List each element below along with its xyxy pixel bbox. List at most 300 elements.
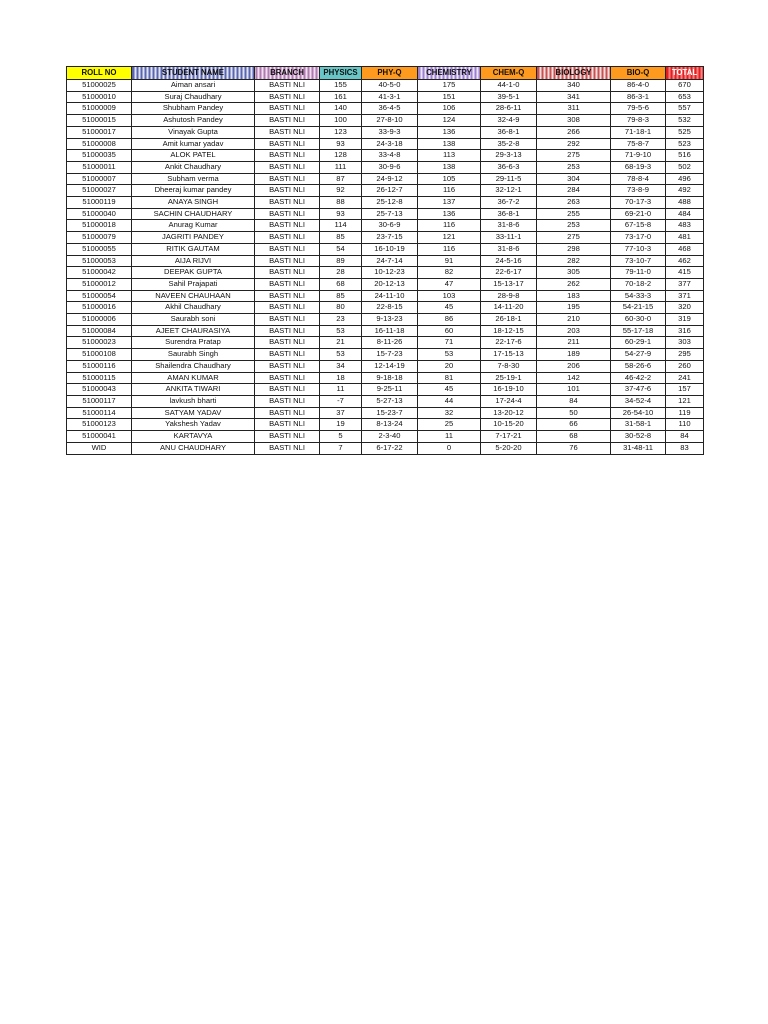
student-name-cell: ANKITA TIWARI	[132, 384, 255, 396]
student-name-cell: DEEPAK GUPTA	[132, 267, 255, 279]
roll-no-cell: 51000027	[67, 185, 132, 197]
chemistry-cell: 175	[418, 80, 481, 92]
chemistry-cell: 116	[418, 185, 481, 197]
branch-cell: BASTI NLI	[255, 185, 320, 197]
total-cell: 502	[666, 161, 704, 173]
roll-no-cell: 51000116	[67, 360, 132, 372]
total-cell: 303	[666, 337, 704, 349]
student-name-cell: Saurabh Singh	[132, 349, 255, 361]
chem-q-cell: 28-6-11	[481, 103, 537, 115]
branch-cell: BASTI NLI	[255, 431, 320, 443]
table-row	[67, 372, 704, 384]
biology-cell: 211	[537, 337, 611, 349]
table-row	[67, 302, 704, 314]
chem-q-cell: 31-8-6	[481, 243, 537, 255]
roll-no-cell: 51000018	[67, 220, 132, 232]
phy-q-cell: 2-3-40	[362, 431, 418, 443]
total-cell: 371	[666, 290, 704, 302]
phy-q-cell: 9-18-18	[362, 372, 418, 384]
chem-q-cell: 28-9-8	[481, 290, 537, 302]
bio-q-cell: 77-10-3	[611, 243, 666, 255]
total-cell: 483	[666, 220, 704, 232]
chemistry-cell: 136	[418, 126, 481, 138]
bio-q-cell: 73-17-0	[611, 232, 666, 244]
roll-no-cell: 51000008	[67, 138, 132, 150]
chem-q-cell: 26-18-1	[481, 314, 537, 326]
phy-q-cell: 40-5-0	[362, 80, 418, 92]
table-row	[67, 208, 704, 220]
chemistry-cell: 138	[418, 161, 481, 173]
phy-q-cell: 9-25-11	[362, 384, 418, 396]
total-cell: 83	[666, 442, 704, 454]
table-row	[67, 267, 704, 279]
results-table	[66, 66, 704, 455]
branch-cell: BASTI NLI	[255, 372, 320, 384]
student-name-cell: JAGRITI PANDEY	[132, 232, 255, 244]
student-name-cell: lavkush bharti	[132, 395, 255, 407]
chemistry-cell: 82	[418, 267, 481, 279]
roll-no-cell: 51000041	[67, 431, 132, 443]
chemistry-cell: 45	[418, 302, 481, 314]
biology-cell: 253	[537, 161, 611, 173]
total-cell: 523	[666, 138, 704, 150]
chem-q-cell: 22-6-17	[481, 267, 537, 279]
total-cell: 295	[666, 349, 704, 361]
table-row	[67, 91, 704, 103]
biology-cell: 255	[537, 208, 611, 220]
chem-q-cell: 24-5-16	[481, 255, 537, 267]
bio-q-cell: 71-18-1	[611, 126, 666, 138]
chemistry-cell: 32	[418, 407, 481, 419]
physics-cell: 161	[320, 91, 362, 103]
table-row	[67, 220, 704, 232]
physics-cell: 28	[320, 267, 362, 279]
table-row	[67, 150, 704, 162]
table-row	[67, 243, 704, 255]
branch-cell: BASTI NLI	[255, 161, 320, 173]
chemistry-cell: 86	[418, 314, 481, 326]
branch-cell: BASTI NLI	[255, 302, 320, 314]
biology-cell: 308	[537, 115, 611, 127]
chemistry-cell: 60	[418, 325, 481, 337]
chemistry-cell: 106	[418, 103, 481, 115]
phy-q-cell: 30-6-9	[362, 220, 418, 232]
total-cell: 110	[666, 419, 704, 431]
chemistry-cell: 20	[418, 360, 481, 372]
student-name-cell: AIJA RIJVI	[132, 255, 255, 267]
total-cell: 377	[666, 278, 704, 290]
bio-q-cell: 78-8-4	[611, 173, 666, 185]
branch-cell: BASTI NLI	[255, 407, 320, 419]
roll-no-cell: 51000035	[67, 150, 132, 162]
physics-cell: 100	[320, 115, 362, 127]
student-name-cell: Anurag Kumar	[132, 220, 255, 232]
biology-cell: 311	[537, 103, 611, 115]
total-cell: 484	[666, 208, 704, 220]
roll-no-cell: 51000108	[67, 349, 132, 361]
chemistry-cell: 91	[418, 255, 481, 267]
bio-q-cell: 70-18-2	[611, 278, 666, 290]
chem-q-cell: 22-17-6	[481, 337, 537, 349]
bio-q-cell: 79-5-6	[611, 103, 666, 115]
roll-no-cell: 51000007	[67, 173, 132, 185]
branch-cell: BASTI NLI	[255, 150, 320, 162]
bio-q-cell: 73-10-7	[611, 255, 666, 267]
bio-q-cell: 71-9-10	[611, 150, 666, 162]
phy-q-cell: 36-4-5	[362, 103, 418, 115]
biology-cell: 206	[537, 360, 611, 372]
table-row	[67, 395, 704, 407]
header-biology: BIOLOGY	[537, 67, 611, 80]
phy-q-cell: 24-7-14	[362, 255, 418, 267]
header-physics: PHYSICS	[320, 67, 362, 80]
student-name-cell: KARTAVYA	[132, 431, 255, 443]
student-name-cell: Dheeraj kumar pandey	[132, 185, 255, 197]
branch-cell: BASTI NLI	[255, 255, 320, 267]
phy-q-cell: 15-7-23	[362, 349, 418, 361]
table-row	[67, 442, 704, 454]
phy-q-cell: 24-11-10	[362, 290, 418, 302]
physics-cell: 53	[320, 349, 362, 361]
phy-q-cell: 8-13-24	[362, 419, 418, 431]
table-row	[67, 349, 704, 361]
branch-cell: BASTI NLI	[255, 384, 320, 396]
result-sheet	[66, 66, 704, 455]
physics-cell: 111	[320, 161, 362, 173]
total-cell: 119	[666, 407, 704, 419]
chem-q-cell: 36-8-1	[481, 126, 537, 138]
bio-q-cell: 26-54-10	[611, 407, 666, 419]
biology-cell: 189	[537, 349, 611, 361]
bio-q-cell: 55-17-18	[611, 325, 666, 337]
physics-cell: -7	[320, 395, 362, 407]
bio-q-cell: 54-21-15	[611, 302, 666, 314]
chem-q-cell: 36-6-3	[481, 161, 537, 173]
roll-no-cell: 51000114	[67, 407, 132, 419]
table-row	[67, 161, 704, 173]
table-row	[67, 419, 704, 431]
total-cell: 468	[666, 243, 704, 255]
roll-no-cell: 51000043	[67, 384, 132, 396]
branch-cell: BASTI NLI	[255, 360, 320, 372]
table-row	[67, 314, 704, 326]
physics-cell: 19	[320, 419, 362, 431]
phy-q-cell: 20-12-13	[362, 278, 418, 290]
chem-q-cell: 29-11-5	[481, 173, 537, 185]
table-row	[67, 431, 704, 443]
branch-cell: BASTI NLI	[255, 337, 320, 349]
chemistry-cell: 116	[418, 243, 481, 255]
roll-no-cell: 51000010	[67, 91, 132, 103]
total-cell: 260	[666, 360, 704, 372]
bio-q-cell: 31-48-11	[611, 442, 666, 454]
student-name-cell: Suraj Chaudhary	[132, 91, 255, 103]
branch-cell: BASTI NLI	[255, 138, 320, 150]
chem-q-cell: 36-7-2	[481, 197, 537, 209]
header-chem-q: CHEM-Q	[481, 67, 537, 80]
student-name-cell: Sahil Prajapati	[132, 278, 255, 290]
table-row	[67, 103, 704, 115]
table-row	[67, 255, 704, 267]
total-cell: 415	[666, 267, 704, 279]
biology-cell: 341	[537, 91, 611, 103]
biology-cell: 68	[537, 431, 611, 443]
physics-cell: 37	[320, 407, 362, 419]
student-name-cell: AMAN KUMAR	[132, 372, 255, 384]
roll-no-cell: 51000011	[67, 161, 132, 173]
bio-q-cell: 79-11-0	[611, 267, 666, 279]
biology-cell: 50	[537, 407, 611, 419]
branch-cell: BASTI NLI	[255, 290, 320, 302]
bio-q-cell: 46-42-2	[611, 372, 666, 384]
table-row	[67, 325, 704, 337]
chemistry-cell: 137	[418, 197, 481, 209]
roll-no-cell: 51000009	[67, 103, 132, 115]
table-row	[67, 407, 704, 419]
phy-q-cell: 9-13-23	[362, 314, 418, 326]
roll-no-cell: 51000025	[67, 80, 132, 92]
roll-no-cell: 51000115	[67, 372, 132, 384]
total-cell: 462	[666, 255, 704, 267]
chem-q-cell: 29-3-13	[481, 150, 537, 162]
bio-q-cell: 34-52-4	[611, 395, 666, 407]
phy-q-cell: 23-7-15	[362, 232, 418, 244]
header-chemistry: CHEMISTRY	[418, 67, 481, 80]
chem-q-cell: 36-8-1	[481, 208, 537, 220]
header-student-name: STUDENT NAME	[132, 67, 255, 80]
phy-q-cell: 27-8-10	[362, 115, 418, 127]
physics-cell: 68	[320, 278, 362, 290]
roll-no-cell: WID	[67, 442, 132, 454]
student-name-cell: SATYAM YADAV	[132, 407, 255, 419]
chemistry-cell: 0	[418, 442, 481, 454]
physics-cell: 54	[320, 243, 362, 255]
table-row	[67, 80, 704, 92]
student-name-cell: Akhil Chaudhary	[132, 302, 255, 314]
branch-cell: BASTI NLI	[255, 208, 320, 220]
phy-q-cell: 16-11-18	[362, 325, 418, 337]
physics-cell: 123	[320, 126, 362, 138]
total-cell: 496	[666, 173, 704, 185]
chem-q-cell: 7-17-21	[481, 431, 537, 443]
branch-cell: BASTI NLI	[255, 80, 320, 92]
roll-no-cell: 51000016	[67, 302, 132, 314]
bio-q-cell: 75-8-7	[611, 138, 666, 150]
total-cell: 481	[666, 232, 704, 244]
table-row	[67, 360, 704, 372]
roll-no-cell: 51000023	[67, 337, 132, 349]
chemistry-cell: 105	[418, 173, 481, 185]
roll-no-cell: 51000079	[67, 232, 132, 244]
chem-q-cell: 35-2-8	[481, 138, 537, 150]
total-cell: 319	[666, 314, 704, 326]
total-cell: 670	[666, 80, 704, 92]
phy-q-cell: 5-27-13	[362, 395, 418, 407]
biology-cell: 305	[537, 267, 611, 279]
chemistry-cell: 151	[418, 91, 481, 103]
biology-cell: 142	[537, 372, 611, 384]
table-row	[67, 384, 704, 396]
physics-cell: 114	[320, 220, 362, 232]
biology-cell: 262	[537, 278, 611, 290]
table-row	[67, 185, 704, 197]
total-cell: 516	[666, 150, 704, 162]
physics-cell: 87	[320, 173, 362, 185]
roll-no-cell: 51000123	[67, 419, 132, 431]
branch-cell: BASTI NLI	[255, 314, 320, 326]
physics-cell: 128	[320, 150, 362, 162]
table-row	[67, 278, 704, 290]
chemistry-cell: 53	[418, 349, 481, 361]
header-total: TOTAL	[666, 67, 704, 80]
total-cell: 532	[666, 115, 704, 127]
student-name-cell: Subham verma	[132, 173, 255, 185]
chemistry-cell: 138	[418, 138, 481, 150]
chemistry-cell: 124	[418, 115, 481, 127]
chem-q-cell: 16-19-10	[481, 384, 537, 396]
roll-no-cell: 51000117	[67, 395, 132, 407]
student-name-cell: Ankit Chaudhary	[132, 161, 255, 173]
chemistry-cell: 136	[418, 208, 481, 220]
student-name-cell: AJEET CHAURASIYA	[132, 325, 255, 337]
student-name-cell: Aiman ansari	[132, 80, 255, 92]
chem-q-cell: 14-11-20	[481, 302, 537, 314]
student-name-cell: Yakshesh Yadav	[132, 419, 255, 431]
chem-q-cell: 33-11-1	[481, 232, 537, 244]
biology-cell: 195	[537, 302, 611, 314]
chem-q-cell: 7-8-30	[481, 360, 537, 372]
chemistry-cell: 44	[418, 395, 481, 407]
branch-cell: BASTI NLI	[255, 243, 320, 255]
phy-q-cell: 24-3-18	[362, 138, 418, 150]
chem-q-cell: 31-8-6	[481, 220, 537, 232]
student-name-cell: ANAYA SINGH	[132, 197, 255, 209]
branch-cell: BASTI NLI	[255, 349, 320, 361]
header-roll-no: ROLL NO	[67, 67, 132, 80]
chemistry-cell: 71	[418, 337, 481, 349]
roll-no-cell: 51000119	[67, 197, 132, 209]
branch-cell: BASTI NLI	[255, 220, 320, 232]
biology-cell: 340	[537, 80, 611, 92]
biology-cell: 275	[537, 232, 611, 244]
table-row	[67, 197, 704, 209]
phy-q-cell: 33-9-3	[362, 126, 418, 138]
table-body	[67, 80, 704, 455]
roll-no-cell: 51000042	[67, 267, 132, 279]
phy-q-cell: 41-3-1	[362, 91, 418, 103]
student-name-cell: Surendra Pratap	[132, 337, 255, 349]
biology-cell: 298	[537, 243, 611, 255]
phy-q-cell: 8-11-26	[362, 337, 418, 349]
total-cell: 157	[666, 384, 704, 396]
branch-cell: BASTI NLI	[255, 325, 320, 337]
bio-q-cell: 86-4-0	[611, 80, 666, 92]
branch-cell: BASTI NLI	[255, 103, 320, 115]
student-name-cell: Shubham Pandey	[132, 103, 255, 115]
total-cell: 557	[666, 103, 704, 115]
chem-q-cell: 13-20-12	[481, 407, 537, 419]
phy-q-cell: 22-8-15	[362, 302, 418, 314]
total-cell: 121	[666, 395, 704, 407]
roll-no-cell: 51000015	[67, 115, 132, 127]
total-cell: 316	[666, 325, 704, 337]
physics-cell: 11	[320, 384, 362, 396]
physics-cell: 21	[320, 337, 362, 349]
phy-q-cell: 16-10-19	[362, 243, 418, 255]
table-row	[67, 337, 704, 349]
bio-q-cell: 73-8-9	[611, 185, 666, 197]
chem-q-cell: 32-12-1	[481, 185, 537, 197]
header-phy-q: PHY-Q	[362, 67, 418, 80]
chemistry-cell: 103	[418, 290, 481, 302]
phy-q-cell: 26-12-7	[362, 185, 418, 197]
header-row	[67, 67, 704, 80]
chemistry-cell: 81	[418, 372, 481, 384]
physics-cell: 93	[320, 138, 362, 150]
table-row	[67, 115, 704, 127]
bio-q-cell: 60-30-0	[611, 314, 666, 326]
physics-cell: 80	[320, 302, 362, 314]
biology-cell: 101	[537, 384, 611, 396]
branch-cell: BASTI NLI	[255, 126, 320, 138]
branch-cell: BASTI NLI	[255, 232, 320, 244]
bio-q-cell: 54-27-9	[611, 349, 666, 361]
student-name-cell: SACHIN CHAUDHARY	[132, 208, 255, 220]
student-name-cell: Amit kumar yadav	[132, 138, 255, 150]
biology-cell: 66	[537, 419, 611, 431]
roll-no-cell: 51000017	[67, 126, 132, 138]
bio-q-cell: 37-47-6	[611, 384, 666, 396]
student-name-cell: NAVEEN CHAUHAAN	[132, 290, 255, 302]
branch-cell: BASTI NLI	[255, 91, 320, 103]
chem-q-cell: 18-12-15	[481, 325, 537, 337]
phy-q-cell: 25-7-13	[362, 208, 418, 220]
branch-cell: BASTI NLI	[255, 115, 320, 127]
biology-cell: 84	[537, 395, 611, 407]
total-cell: 492	[666, 185, 704, 197]
biology-cell: 275	[537, 150, 611, 162]
branch-cell: BASTI NLI	[255, 419, 320, 431]
chem-q-cell: 32-4-9	[481, 115, 537, 127]
biology-cell: 183	[537, 290, 611, 302]
physics-cell: 53	[320, 325, 362, 337]
physics-cell: 93	[320, 208, 362, 220]
total-cell: 84	[666, 431, 704, 443]
header-branch: BRANCH	[255, 67, 320, 80]
bio-q-cell: 69-21-0	[611, 208, 666, 220]
phy-q-cell: 33-4-8	[362, 150, 418, 162]
physics-cell: 34	[320, 360, 362, 372]
biology-cell: 304	[537, 173, 611, 185]
biology-cell: 203	[537, 325, 611, 337]
biology-cell: 253	[537, 220, 611, 232]
biology-cell: 292	[537, 138, 611, 150]
physics-cell: 140	[320, 103, 362, 115]
student-name-cell: Vinayak Gupta	[132, 126, 255, 138]
chem-q-cell: 25-19-1	[481, 372, 537, 384]
bio-q-cell: 79-8-3	[611, 115, 666, 127]
chemistry-cell: 45	[418, 384, 481, 396]
biology-cell: 210	[537, 314, 611, 326]
chemistry-cell: 11	[418, 431, 481, 443]
phy-q-cell: 25-12-8	[362, 197, 418, 209]
roll-no-cell: 51000084	[67, 325, 132, 337]
roll-no-cell: 51000012	[67, 278, 132, 290]
bio-q-cell: 68-19-3	[611, 161, 666, 173]
total-cell: 488	[666, 197, 704, 209]
biology-cell: 282	[537, 255, 611, 267]
table-row	[67, 138, 704, 150]
